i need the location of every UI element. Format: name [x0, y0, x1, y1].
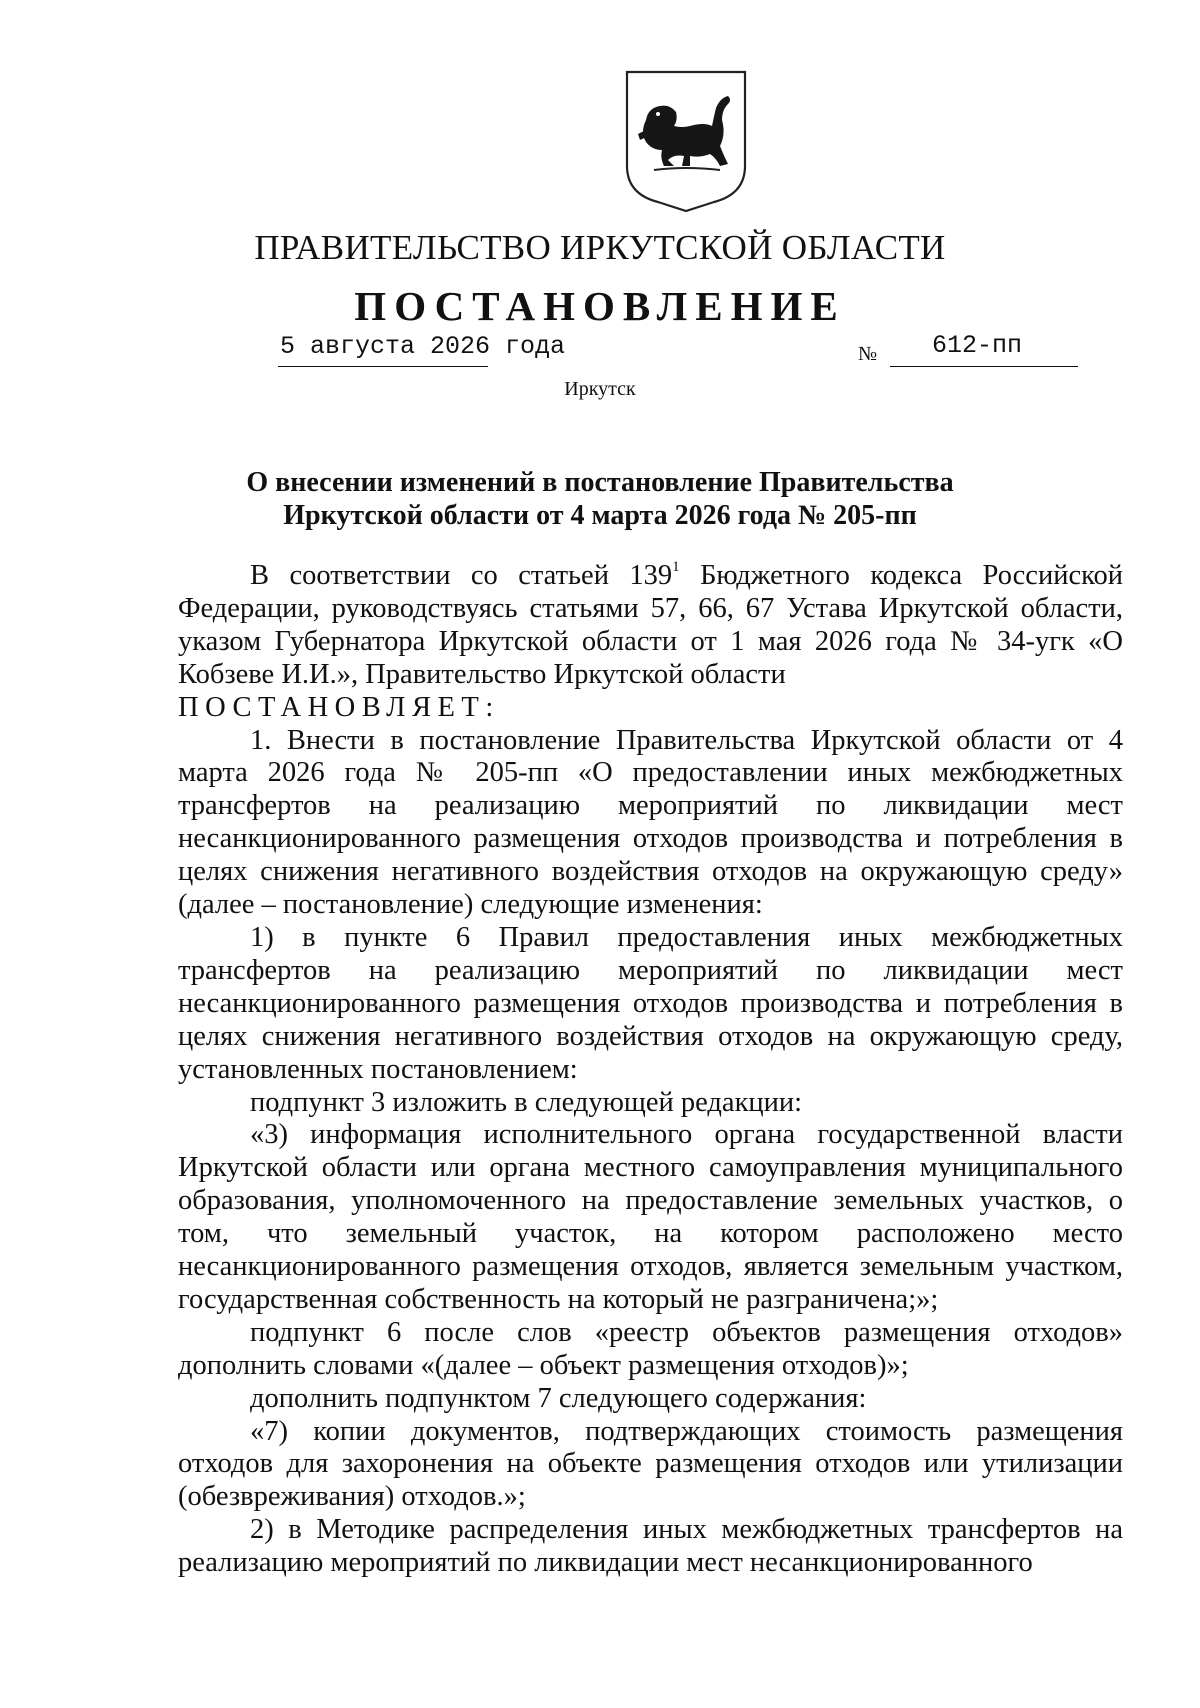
subitem-2-paragraph: 2) в Методике распределения иных межбюджетных трансфертов на реализацию мероприятий по ликвидации мест несанкционированного	[178, 1514, 1123, 1579]
subpoint-7-intro: дополнить подпунктом 7 следующего содержания:	[250, 1382, 867, 1414]
government-title: ПРАВИТЕЛЬСТВО ИРКУТСКОЙ ОБЛАСТИ	[254, 228, 946, 267]
preamble-text-end: Бюджетного кодекса Российской Федерации, руководствуясь статьями 57, 66, 67 Устава Иркутской области, указом Губернатора Иркутской области от 1 мая 2026 года № 34-угк «О Кобзеве И.И.», Правительство Иркутской области	[178, 560, 1124, 690]
document-date: 5 августа 2026 года	[280, 332, 566, 361]
subpoint-3-intro: подпункт 3 изложить в следующей редакции:	[250, 1086, 803, 1118]
document-type-title: ПОСТАНОВЛЕНИЕ	[354, 283, 846, 329]
subpoint-7-text: «7) копии документов, подтверждающих стоимость размещения отходов для захоронения на объекте размещения отходов или утилизации (обезвреживания) отходов.»;	[178, 1415, 1123, 1513]
subpoint-6-text: подпункт 6 после слов «реестр объектов размещения отходов» дополнить словами «(далее – объект размещения отходов)»;	[178, 1316, 1123, 1381]
subject-line-2: Иркутской области от 4 марта 2026 года № 205-пп	[283, 500, 917, 531]
document-subject	[200, 466, 1000, 532]
item-1-paragraph: 1. Внести в постановление Правительства Иркутской области от 4 марта 2026 года № 205-пп «О предоставлении иных межбюджетных трансфертов на реализацию мероприятий по ликвидации мест несанкционированного размещения отходов производства и потребления в целях снижения негативного воздействия отходов на окружающую среду» (далее – постановление) следующие изменения:	[178, 724, 1123, 921]
subitem-1-paragraph: 1) в пункте 6 Правил предоставления иных межбюджетных трансфертов на реализацию мероприятий по ликвидации мест несанкционированного размещения отходов производства и потребления в целях снижения негативного воздействия отходов на окружающую среду, установленных постановлением:	[178, 921, 1123, 1085]
document-body	[178, 560, 1123, 1580]
irkutsk-coat-of-arms-icon	[624, 70, 748, 212]
subpoint-3-text: «3) информация исполнительного органа государственной власти Иркутской области или органа местного самоуправления муниципального образования, уполномоченного на предоставление земельных участков, о том, что земельный участок, на котором расположено место несанкционированного размещения отходов, является земельным участком, государственная собственность на который не разграничена;»;	[178, 1119, 1123, 1315]
number-sign: №	[858, 343, 878, 365]
document-number: 612-пп	[932, 331, 1023, 360]
preamble-text-start: В соответствии со статьей 139	[250, 560, 673, 591]
preamble-paragraph	[178, 560, 1123, 692]
resolve-heading: ПОСТАНОВЛЯЕТ:	[178, 691, 500, 723]
article-superscript: 1	[672, 559, 680, 575]
city-name: Иркутск	[564, 378, 636, 400]
subject-line-1: О внесении изменений в постановление Правительства	[246, 467, 954, 498]
